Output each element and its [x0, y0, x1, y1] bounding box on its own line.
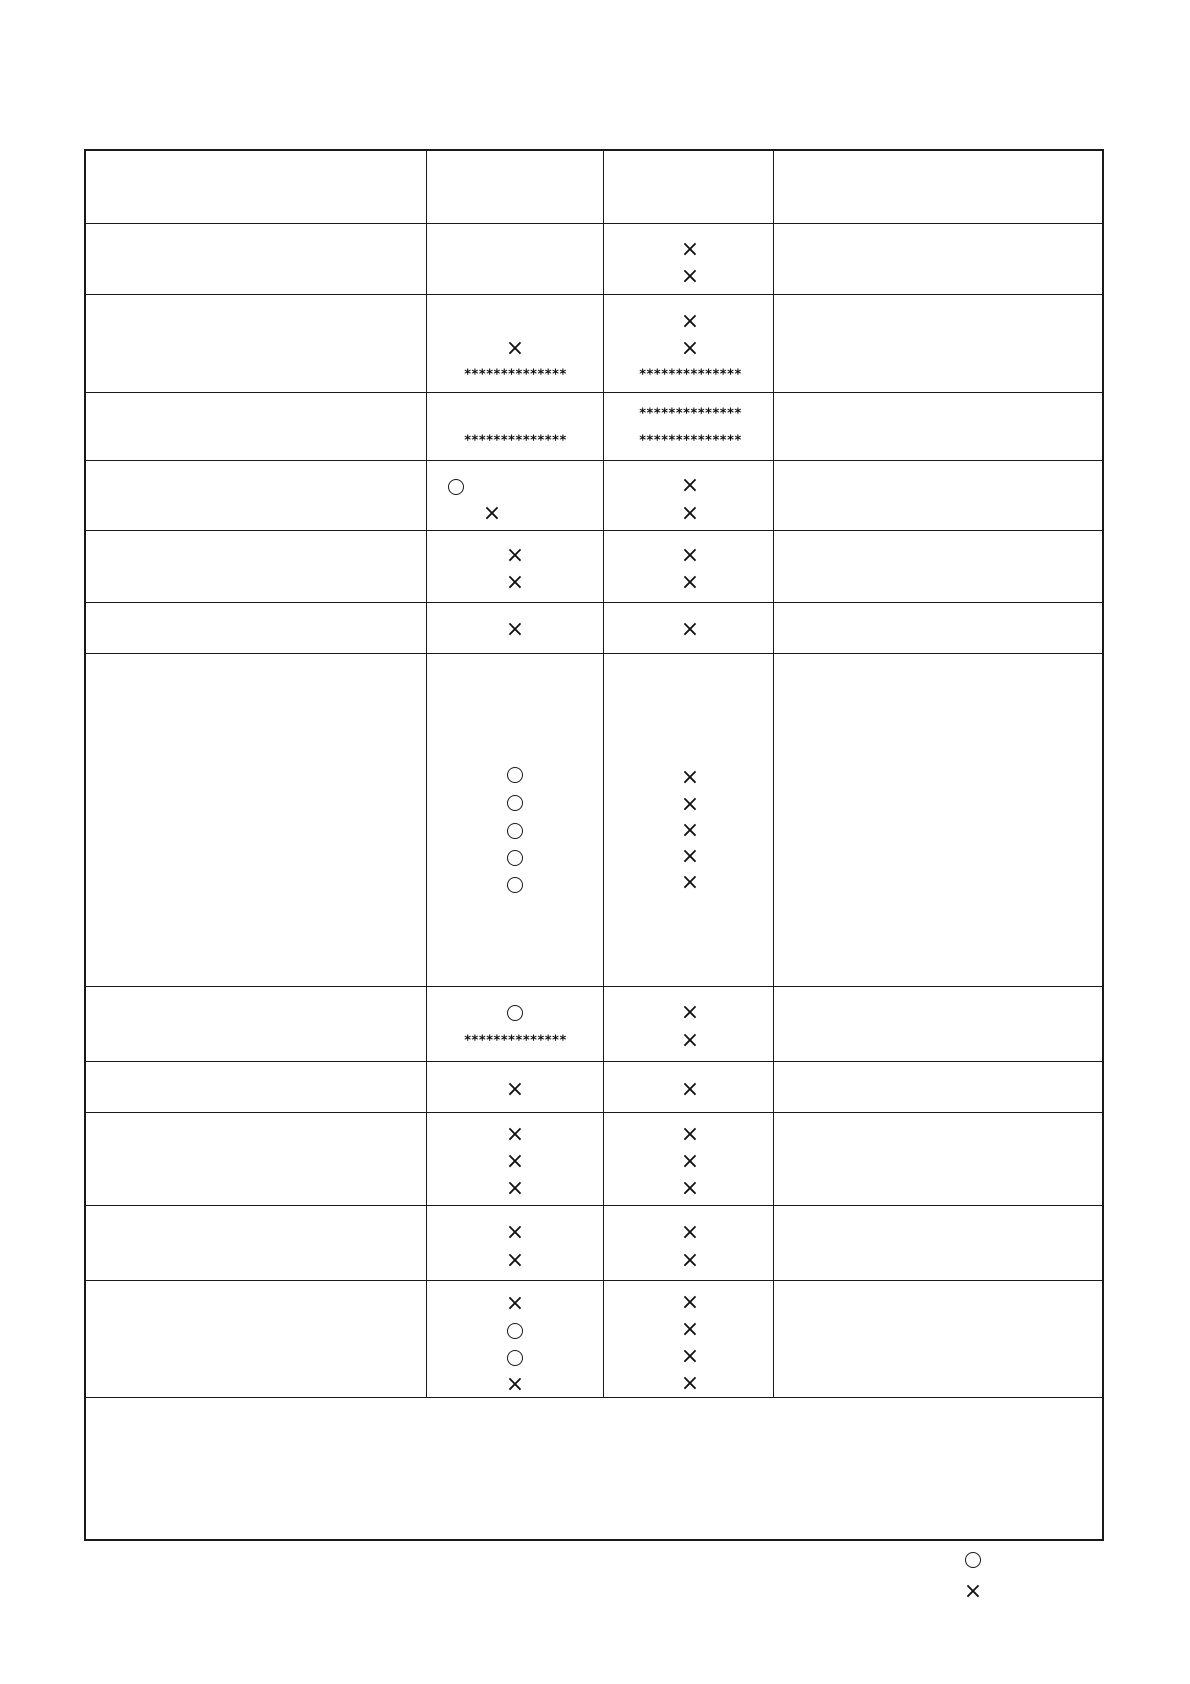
- column-divider: [603, 151, 604, 1398]
- column-divider: [773, 151, 774, 1398]
- circle-mark: [507, 1350, 523, 1366]
- cross-mark: ×: [680, 617, 700, 642]
- row-divider: [86, 223, 1102, 224]
- cross-mark: ×: [505, 1291, 525, 1316]
- cross-mark: ×: [680, 1344, 700, 1369]
- cross-mark: ×: [680, 237, 700, 262]
- cross-mark: ×: [505, 543, 525, 568]
- cross-mark: ×: [680, 870, 700, 895]
- circle-mark: [507, 795, 523, 811]
- cross-mark: ×: [680, 473, 700, 498]
- circle-mark: [507, 1323, 523, 1339]
- cross-mark: ×: [680, 765, 700, 790]
- cross-mark: ×: [680, 336, 700, 361]
- row-divider: [86, 1397, 1102, 1398]
- cross-mark: ×: [505, 336, 525, 361]
- cross-mark: ×: [505, 570, 525, 595]
- cross-mark: ×: [505, 617, 525, 642]
- cross-mark: ×: [680, 1077, 700, 1102]
- masked-text: **************: [463, 433, 567, 449]
- cross-mark: ×: [680, 818, 700, 843]
- row-divider: [86, 530, 1102, 531]
- circle-mark: [507, 767, 523, 783]
- cross-mark: ×: [680, 1371, 700, 1396]
- masked-text: **************: [638, 406, 742, 422]
- cross-mark: ×: [680, 1220, 700, 1245]
- cross-mark: ×: [680, 792, 700, 817]
- cross-mark: ×: [505, 1122, 525, 1147]
- form-table: [84, 149, 1104, 1541]
- cross-mark: ×: [680, 844, 700, 869]
- cross-mark: ×: [482, 501, 502, 526]
- cross-mark: ×: [680, 1176, 700, 1201]
- masked-text: **************: [638, 367, 742, 383]
- circle-mark: [507, 850, 523, 866]
- circle-mark: [507, 823, 523, 839]
- cross-mark: ×: [680, 570, 700, 595]
- cross-mark: ×: [505, 1220, 525, 1245]
- cross-mark: ×: [680, 1149, 700, 1174]
- circle-mark: [507, 1005, 523, 1021]
- cross-mark: ×: [505, 1248, 525, 1273]
- column-divider: [426, 151, 427, 1398]
- cross-mark: ×: [680, 1317, 700, 1342]
- row-divider: [86, 986, 1102, 987]
- row-divider: [86, 1061, 1102, 1062]
- cross-mark: ×: [680, 1122, 700, 1147]
- row-divider: [86, 294, 1102, 295]
- row-divider: [86, 1112, 1102, 1113]
- row-divider: [86, 602, 1102, 603]
- cross-mark: ×: [680, 1290, 700, 1315]
- row-divider: [86, 392, 1102, 393]
- cross-mark: ×: [680, 1000, 700, 1025]
- circle-mark: [965, 1552, 981, 1568]
- row-divider: [86, 1205, 1102, 1206]
- masked-text: **************: [638, 433, 742, 449]
- cross-mark: ×: [680, 1248, 700, 1273]
- cross-mark: ×: [680, 501, 700, 526]
- cross-mark: ×: [680, 309, 700, 334]
- cross-mark: ×: [963, 1579, 983, 1604]
- row-divider: [86, 653, 1102, 654]
- row-divider: [86, 1280, 1102, 1281]
- masked-text: **************: [463, 367, 567, 383]
- cross-mark: ×: [505, 1149, 525, 1174]
- circle-mark: [507, 877, 523, 893]
- cross-mark: ×: [505, 1176, 525, 1201]
- circle-mark: [448, 479, 464, 495]
- cross-mark: ×: [680, 1028, 700, 1053]
- masked-text: **************: [463, 1033, 567, 1049]
- cross-mark: ×: [505, 1077, 525, 1102]
- cross-mark: ×: [505, 1372, 525, 1397]
- row-divider: [86, 460, 1102, 461]
- cross-mark: ×: [680, 264, 700, 289]
- cross-mark: ×: [680, 543, 700, 568]
